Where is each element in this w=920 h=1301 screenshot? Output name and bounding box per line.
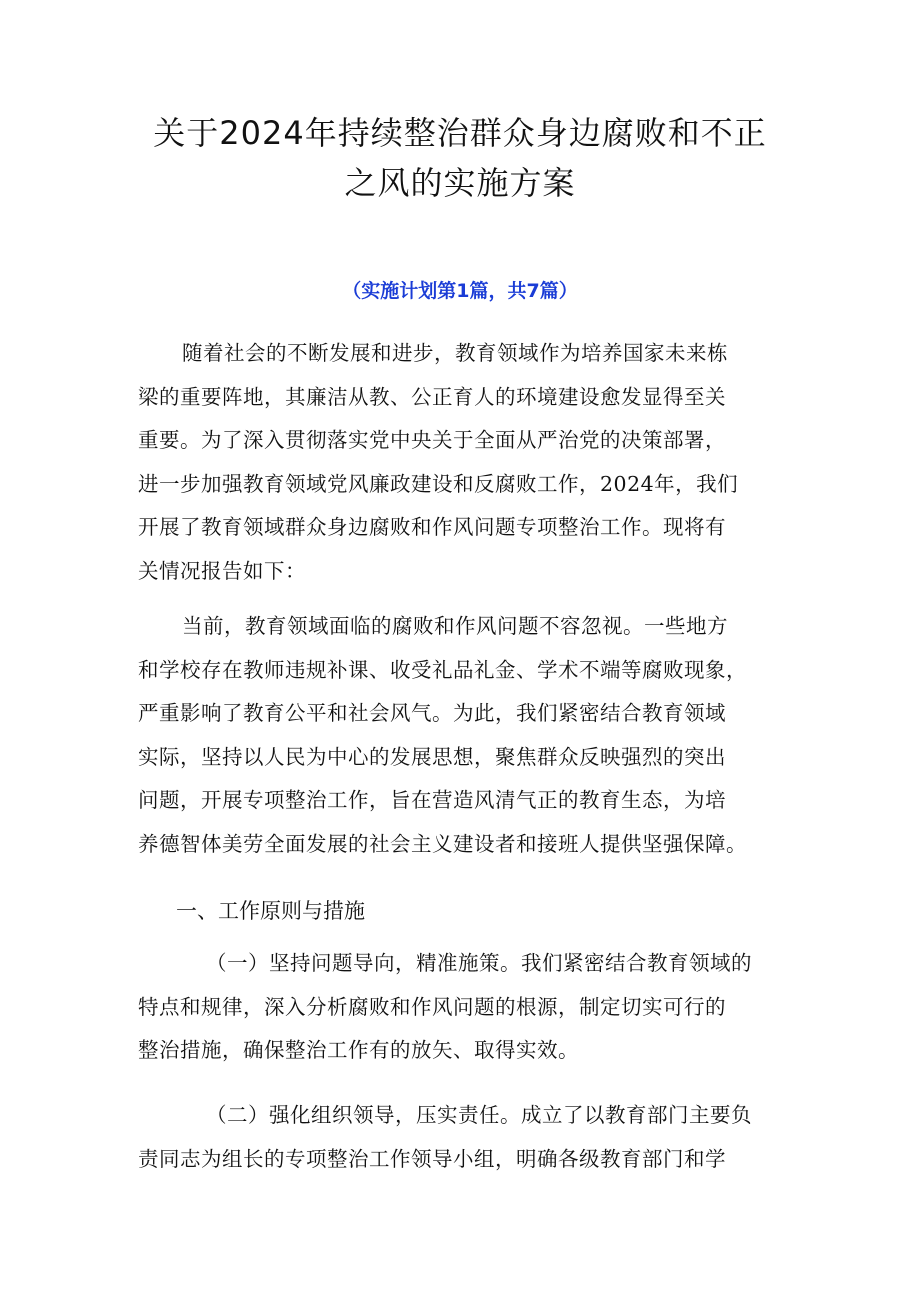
paragraph-measure-2 [138, 1094, 798, 1181]
paragraph-line: 梁的重要阵地，其廉洁从教、公正育人的环境建设愈发显得至关 [138, 384, 726, 409]
paragraph-line: 关情况报告如下： [138, 558, 306, 583]
paragraph-line: 严重影响了教育公平和社会风气。为此，我们紧密结合教育领域 [138, 701, 726, 725]
paragraph-line: 养德智体美劳全面发展的社会主义建设者和接班人提供坚强保障。 [138, 831, 747, 856]
title-line-2: 之风的实施方案 [344, 164, 576, 202]
paragraph-line: 实际，坚持以人民为中心的发展思想，聚焦群众反映强烈的突出 [138, 744, 726, 769]
paragraph-line: 开展了教育领域群众身边腐败和作风问题专项整治工作。现将有 [138, 515, 726, 539]
paragraph-line: 和学校存在教师违规补课、收受礼品礼金、学术不端等腐败现象， [138, 657, 747, 682]
paragraph-line: 进一步加强教育领域党风廉政建设和反腐败工作，2024年，我们 [138, 471, 739, 496]
paragraph-measure-1 [138, 942, 798, 1073]
document-title [100, 108, 820, 208]
paragraph-line: 重要。为了深入贯彻落实党中央关于全面从严治党的决策部署， [138, 428, 726, 452]
paragraph-intro [138, 332, 798, 593]
paragraph-background [138, 605, 798, 866]
paragraph-line: 责同志为组长的专项整治工作领导小组，明确各级教育部门和学 [138, 1146, 726, 1171]
paragraph-line: 当前，教育领域面临的腐败和作风问题不容忽视。一些地方 [182, 614, 728, 638]
section-heading: 一、工作原则与措施 [176, 899, 365, 923]
paragraph-line: （一）坚持问题导向，精准施策。我们紧密结合教育领域的 [206, 951, 752, 975]
paragraph-line: 随着社会的不断发展和进步，教育领域作为培养国家未来栋 [182, 341, 728, 365]
paragraph-line: 问题，开展专项整治工作，旨在营造风清气正的教育生态，为培 [138, 788, 726, 812]
title-line-1: 关于2024年持续整治群众身边腐败和不正 [153, 114, 767, 152]
paragraph-line: 特点和规律，深入分析腐败和作风问题的根源，制定切实可行的 [138, 994, 726, 1019]
document-subtitle: （实施计划第1篇，共7篇） [342, 280, 578, 302]
paragraph-line: （二）强化组织领导，压实责任。成立了以教育部门主要负 [206, 1103, 752, 1127]
paragraph-line: 整治措施，确保整治工作有的放矢、取得实效。 [138, 1038, 579, 1062]
